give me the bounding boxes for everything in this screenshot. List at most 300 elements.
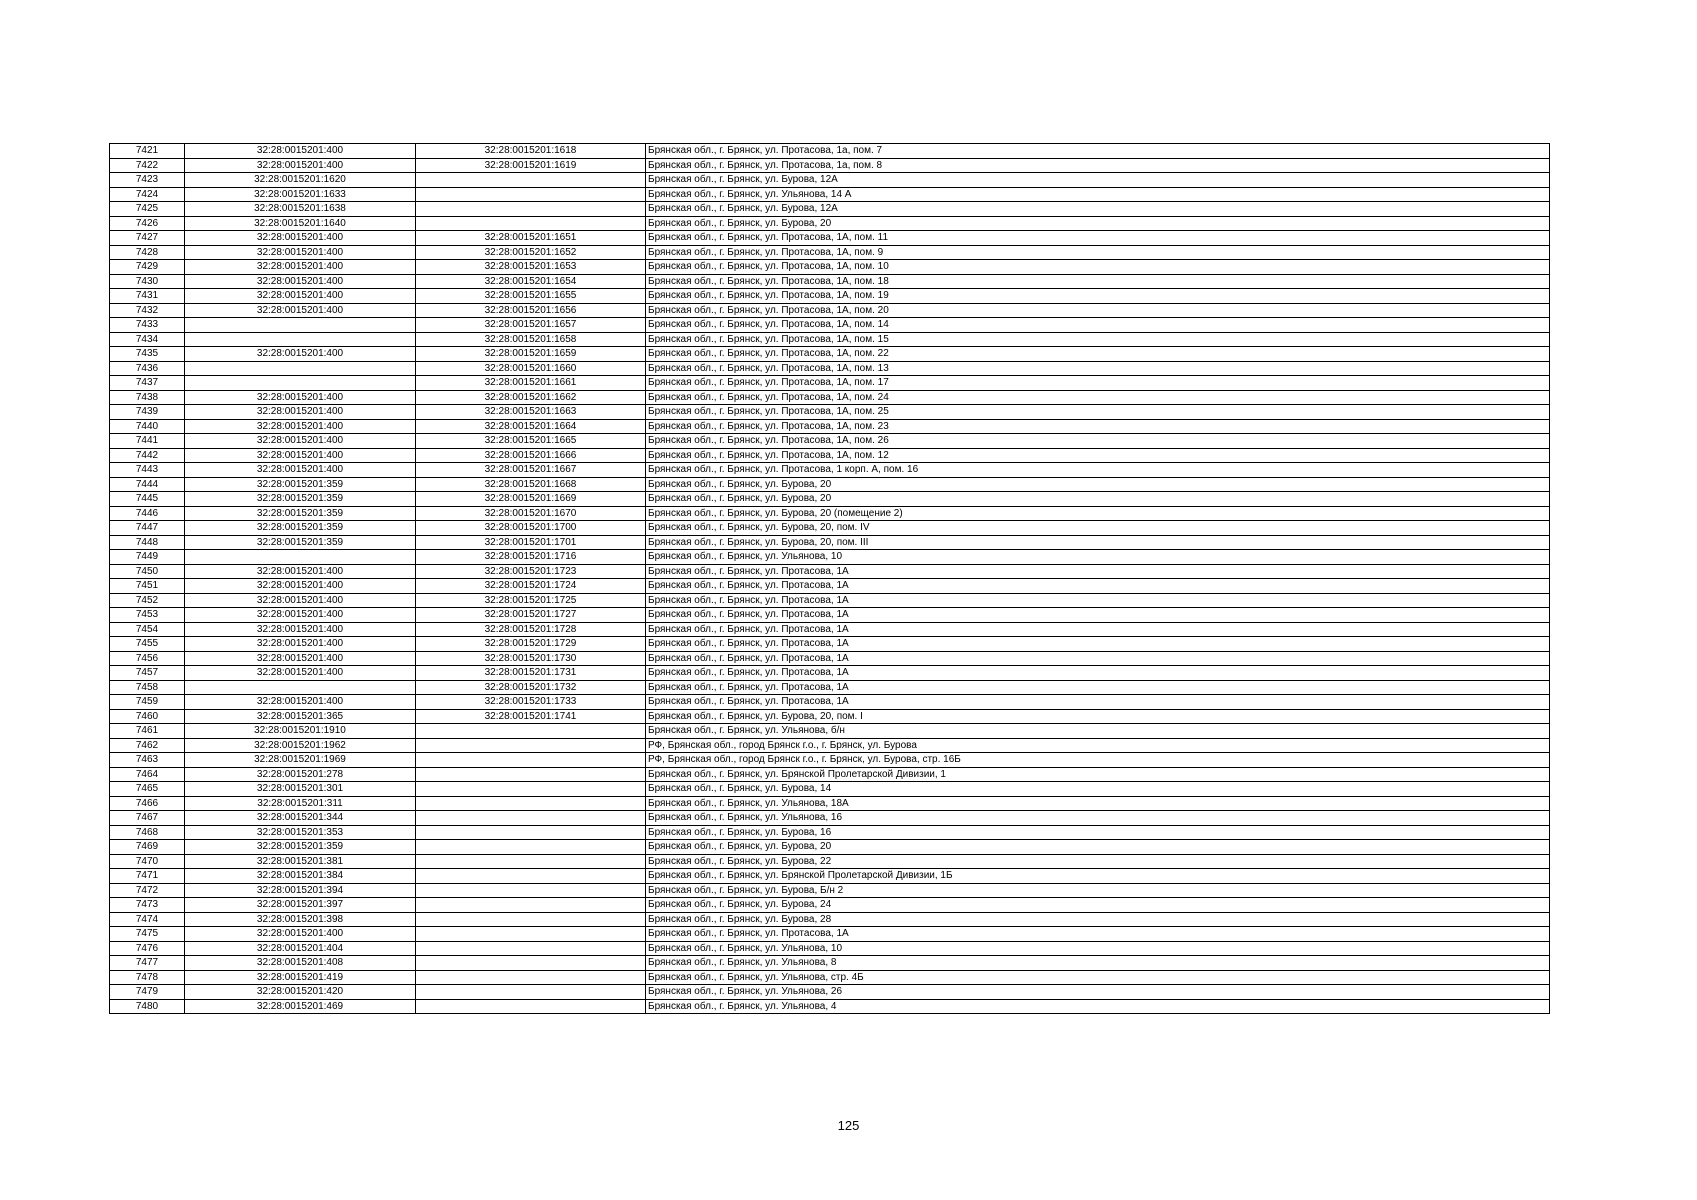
address-cell: Брянская обл., г. Брянск, ул. Бурова, 20, пом. IV: [646, 521, 1550, 536]
table-row: [110, 274, 1550, 289]
building-cadastral-cell: 32:28:0015201:1665: [416, 434, 646, 449]
table-row: [110, 550, 1550, 565]
building-cadastral-cell: 32:28:0015201:1664: [416, 419, 646, 434]
building-cadastral-cell: [416, 173, 646, 188]
building-cadastral-cell: 32:28:0015201:1652: [416, 245, 646, 260]
address-cell: Брянская обл., г. Брянск, ул. Ульянова, 26: [646, 985, 1550, 1000]
table-row: [110, 608, 1550, 623]
address-cell: Брянская обл., г. Брянск, ул. Протасова, 1А, пом. 22: [646, 347, 1550, 362]
building-cadastral-cell: 32:28:0015201:1727: [416, 608, 646, 623]
land-plot-cadastral-cell: 32:28:0015201:400: [185, 448, 416, 463]
row-number-cell: 7422: [110, 158, 185, 173]
address-cell: Брянская обл., г. Брянск, ул. Бурова, 20, пом. III: [646, 535, 1550, 550]
building-cadastral-cell: [416, 187, 646, 202]
land-plot-cadastral-cell: 32:28:0015201:400: [185, 405, 416, 420]
row-number-cell: 7423: [110, 173, 185, 188]
land-plot-cadastral-cell: 32:28:0015201:1910: [185, 724, 416, 739]
row-number-cell: 7448: [110, 535, 185, 550]
building-cadastral-cell: [416, 782, 646, 797]
address-cell: Брянская обл., г. Брянск, ул. Протасова, 1А: [646, 564, 1550, 579]
land-plot-cadastral-cell: 32:28:0015201:400: [185, 289, 416, 304]
land-plot-cadastral-cell: 32:28:0015201:301: [185, 782, 416, 797]
building-cadastral-cell: 32:28:0015201:1668: [416, 477, 646, 492]
table-row: [110, 173, 1550, 188]
table-row: [110, 448, 1550, 463]
land-plot-cadastral-cell: 32:28:0015201:344: [185, 811, 416, 826]
table-row: [110, 521, 1550, 536]
address-cell: Брянская обл., г. Брянск, ул. Протасова, 1А: [646, 593, 1550, 608]
table-row: [110, 695, 1550, 710]
address-cell: Брянская обл., г. Брянск, ул. Протасова, 1А, пом. 12: [646, 448, 1550, 463]
address-cell: Брянская обл., г. Брянск, ул. Бурова, 14: [646, 782, 1550, 797]
table-row: [110, 289, 1550, 304]
building-cadastral-cell: 32:28:0015201:1670: [416, 506, 646, 521]
table-row: [110, 738, 1550, 753]
row-number-cell: 7436: [110, 361, 185, 376]
table-row: [110, 477, 1550, 492]
land-plot-cadastral-cell: 32:28:0015201:404: [185, 941, 416, 956]
table-row: [110, 405, 1550, 420]
building-cadastral-cell: 32:28:0015201:1741: [416, 709, 646, 724]
table-row: [110, 941, 1550, 956]
land-plot-cadastral-cell: 32:28:0015201:278: [185, 767, 416, 782]
address-cell: Брянская обл., г. Брянск, ул. Бурова, 20: [646, 840, 1550, 855]
address-cell: Брянская обл., г. Брянск, ул. Ульянова, 16: [646, 811, 1550, 826]
building-cadastral-cell: [416, 883, 646, 898]
address-cell: Брянская обл., г. Брянск, ул. Бурова, 20, пом. I: [646, 709, 1550, 724]
row-number-cell: 7458: [110, 680, 185, 695]
land-plot-cadastral-cell: 32:28:0015201:419: [185, 970, 416, 985]
address-cell: Брянская обл., г. Брянск, ул. Бурова, 20 (помещение 2): [646, 506, 1550, 521]
address-cell: Брянская обл., г. Брянск, ул. Ульянова, 10: [646, 550, 1550, 565]
building-cadastral-cell: 32:28:0015201:1666: [416, 448, 646, 463]
row-number-cell: 7424: [110, 187, 185, 202]
land-plot-cadastral-cell: 32:28:0015201:400: [185, 579, 416, 594]
row-number-cell: 7445: [110, 492, 185, 507]
building-cadastral-cell: 32:28:0015201:1656: [416, 303, 646, 318]
page-number: 125: [837, 1118, 860, 1133]
table-row: [110, 811, 1550, 826]
address-cell: Брянская обл., г. Брянск, ул. Протасова, 1а, пом. 8: [646, 158, 1550, 173]
land-plot-cadastral-cell: 32:28:0015201:400: [185, 927, 416, 942]
row-number-cell: 7437: [110, 376, 185, 391]
address-cell: Брянская обл., г. Брянск, ул. Протасова, 1 корп. А, пом. 16: [646, 463, 1550, 478]
address-cell: Брянская обл., г. Брянск, ул. Протасова, 1А, пом. 19: [646, 289, 1550, 304]
land-plot-cadastral-cell: 32:28:0015201:353: [185, 825, 416, 840]
address-cell: Брянская обл., г. Брянск, ул. Ульянова, 8: [646, 956, 1550, 971]
address-cell: Брянская обл., г. Брянск, ул. Протасова, 1А, пом. 25: [646, 405, 1550, 420]
address-cell: Брянская обл., г. Брянск, ул. Протасова, 1А: [646, 637, 1550, 652]
row-number-cell: 7478: [110, 970, 185, 985]
table-row: [110, 463, 1550, 478]
table-row: [110, 753, 1550, 768]
address-cell: Брянская обл., г. Брянск, ул. Бурова, 20: [646, 216, 1550, 231]
table-row: [110, 564, 1550, 579]
address-cell: Брянская обл., г. Брянск, ул. Протасова, 1А: [646, 680, 1550, 695]
row-number-cell: 7455: [110, 637, 185, 652]
table-row: [110, 666, 1550, 681]
building-cadastral-cell: 32:28:0015201:1731: [416, 666, 646, 681]
land-plot-cadastral-cell: 32:28:0015201:400: [185, 303, 416, 318]
row-number-cell: 7439: [110, 405, 185, 420]
table-row: [110, 492, 1550, 507]
building-cadastral-cell: [416, 724, 646, 739]
building-cadastral-cell: [416, 811, 646, 826]
building-cadastral-cell: [416, 912, 646, 927]
address-cell: Брянская обл., г. Брянск, ул. Протасова, 1А: [646, 666, 1550, 681]
table-row: [110, 985, 1550, 1000]
address-cell: Брянская обл., г. Брянск, ул. Протасова, 1А, пом. 10: [646, 260, 1550, 275]
building-cadastral-cell: 32:28:0015201:1654: [416, 274, 646, 289]
land-plot-cadastral-cell: 32:28:0015201:359: [185, 521, 416, 536]
land-plot-cadastral-cell: [185, 332, 416, 347]
table-row: [110, 883, 1550, 898]
address-cell: Брянская обл., г. Брянск, ул. Бурова, 12А: [646, 202, 1550, 217]
table-row: [110, 898, 1550, 913]
building-cadastral-cell: [416, 869, 646, 884]
land-plot-cadastral-cell: 32:28:0015201:420: [185, 985, 416, 1000]
row-number-cell: 7468: [110, 825, 185, 840]
row-number-cell: 7429: [110, 260, 185, 275]
land-plot-cadastral-cell: 32:28:0015201:400: [185, 419, 416, 434]
row-number-cell: 7428: [110, 245, 185, 260]
address-cell: Брянская обл., г. Брянск, ул. Протасова, 1А, пом. 17: [646, 376, 1550, 391]
address-cell: Брянская обл., г. Брянск, ул. Ульянова, 18А: [646, 796, 1550, 811]
address-cell: Брянская обл., г. Брянск, ул. Бурова, 28: [646, 912, 1550, 927]
address-cell: Брянская обл., г. Брянск, ул. Протасова, 1А: [646, 608, 1550, 623]
building-cadastral-cell: 32:28:0015201:1660: [416, 361, 646, 376]
land-plot-cadastral-cell: 32:28:0015201:400: [185, 245, 416, 260]
row-number-cell: 7467: [110, 811, 185, 826]
table-row: [110, 651, 1550, 666]
table-row: [110, 593, 1550, 608]
table-row: [110, 506, 1550, 521]
row-number-cell: 7463: [110, 753, 185, 768]
land-plot-cadastral-cell: 32:28:0015201:400: [185, 593, 416, 608]
land-plot-cadastral-cell: 32:28:0015201:400: [185, 608, 416, 623]
building-cadastral-cell: [416, 753, 646, 768]
address-cell: Брянская обл., г. Брянск, ул. Ульянова, стр. 4Б: [646, 970, 1550, 985]
address-cell: Брянская обл., г. Брянск, ул. Протасова, 1А, пом. 26: [646, 434, 1550, 449]
building-cadastral-cell: [416, 985, 646, 1000]
building-cadastral-cell: [416, 956, 646, 971]
row-number-cell: 7435: [110, 347, 185, 362]
row-number-cell: 7472: [110, 883, 185, 898]
row-number-cell: 7440: [110, 419, 185, 434]
land-plot-cadastral-cell: 32:28:0015201:1962: [185, 738, 416, 753]
address-cell: Брянская обл., г. Брянск, ул. Протасова, 1А: [646, 622, 1550, 637]
address-cell: Брянская обл., г. Брянск, ул. Протасова, 1А, пом. 9: [646, 245, 1550, 260]
address-cell: Брянская обл., г. Брянск, ул. Протасова, 1А, пом. 24: [646, 390, 1550, 405]
row-number-cell: 7476: [110, 941, 185, 956]
land-plot-cadastral-cell: 32:28:0015201:400: [185, 231, 416, 246]
table-row: [110, 999, 1550, 1014]
table-row: [110, 869, 1550, 884]
land-plot-cadastral-cell: 32:28:0015201:398: [185, 912, 416, 927]
row-number-cell: 7477: [110, 956, 185, 971]
address-cell: Брянская обл., г. Брянск, ул. Протасова, 1А, пом. 23: [646, 419, 1550, 434]
row-number-cell: 7474: [110, 912, 185, 927]
table-row: [110, 144, 1550, 159]
row-number-cell: 7457: [110, 666, 185, 681]
building-cadastral-cell: [416, 970, 646, 985]
row-number-cell: 7461: [110, 724, 185, 739]
building-cadastral-cell: 32:28:0015201:1662: [416, 390, 646, 405]
land-plot-cadastral-cell: 32:28:0015201:359: [185, 492, 416, 507]
address-cell: Брянская обл., г. Брянск, ул. Бурова, Б/н 2: [646, 883, 1550, 898]
building-cadastral-cell: [416, 927, 646, 942]
row-number-cell: 7426: [110, 216, 185, 231]
address-cell: Брянская обл., г. Брянск, ул. Протасова, 1А: [646, 695, 1550, 710]
table-row: [110, 216, 1550, 231]
land-plot-cadastral-cell: 32:28:0015201:400: [185, 260, 416, 275]
building-cadastral-cell: 32:28:0015201:1728: [416, 622, 646, 637]
building-cadastral-cell: 32:28:0015201:1732: [416, 680, 646, 695]
table-row: [110, 332, 1550, 347]
address-cell: Брянская обл., г. Брянск, ул. Ульянова, б/н: [646, 724, 1550, 739]
building-cadastral-cell: 32:28:0015201:1663: [416, 405, 646, 420]
building-cadastral-cell: [416, 898, 646, 913]
address-cell: Брянская обл., г. Брянск, ул. Бурова, 20: [646, 477, 1550, 492]
row-number-cell: 7446: [110, 506, 185, 521]
row-number-cell: 7450: [110, 564, 185, 579]
row-number-cell: 7434: [110, 332, 185, 347]
land-plot-cadastral-cell: 32:28:0015201:394: [185, 883, 416, 898]
row-number-cell: 7471: [110, 869, 185, 884]
land-plot-cadastral-cell: 32:28:0015201:381: [185, 854, 416, 869]
table-row: [110, 419, 1550, 434]
row-number-cell: 7431: [110, 289, 185, 304]
land-plot-cadastral-cell: 32:28:0015201:1638: [185, 202, 416, 217]
row-number-cell: 7459: [110, 695, 185, 710]
land-plot-cadastral-cell: 32:28:0015201:359: [185, 477, 416, 492]
land-plot-cadastral-cell: 32:28:0015201:400: [185, 666, 416, 681]
table-body: [110, 144, 1550, 1014]
row-number-cell: 7479: [110, 985, 185, 1000]
building-cadastral-cell: 32:28:0015201:1659: [416, 347, 646, 362]
address-cell: Брянская обл., г. Брянск, ул. Бурова, 16: [646, 825, 1550, 840]
table-row: [110, 970, 1550, 985]
address-cell: Брянская обл., г. Брянск, ул. Протасова, 1А, пом. 20: [646, 303, 1550, 318]
building-cadastral-cell: 32:28:0015201:1701: [416, 535, 646, 550]
table-row: [110, 709, 1550, 724]
table-row: [110, 796, 1550, 811]
building-cadastral-cell: [416, 840, 646, 855]
table-row: [110, 187, 1550, 202]
table-row: [110, 202, 1550, 217]
land-plot-cadastral-cell: 32:28:0015201:408: [185, 956, 416, 971]
land-plot-cadastral-cell: 32:28:0015201:469: [185, 999, 416, 1014]
land-plot-cadastral-cell: [185, 318, 416, 333]
row-number-cell: 7460: [110, 709, 185, 724]
table-row: [110, 434, 1550, 449]
row-number-cell: 7480: [110, 999, 185, 1014]
building-cadastral-cell: 32:28:0015201:1724: [416, 579, 646, 594]
building-cadastral-cell: 32:28:0015201:1618: [416, 144, 646, 159]
row-number-cell: 7443: [110, 463, 185, 478]
land-plot-cadastral-cell: [185, 550, 416, 565]
table-row: [110, 535, 1550, 550]
address-cell: Брянская обл., г. Брянск, ул. Протасова, 1А: [646, 651, 1550, 666]
address-cell: Брянская обл., г. Брянск, ул. Протасова, 1А, пом. 14: [646, 318, 1550, 333]
land-plot-cadastral-cell: 32:28:0015201:400: [185, 637, 416, 652]
table-row: [110, 854, 1550, 869]
land-plot-cadastral-cell: 32:28:0015201:1633: [185, 187, 416, 202]
row-number-cell: 7473: [110, 898, 185, 913]
address-cell: Брянская обл., г. Брянск, ул. Бурова, 22: [646, 854, 1550, 869]
row-number-cell: 7438: [110, 390, 185, 405]
building-cadastral-cell: [416, 738, 646, 753]
row-number-cell: 7451: [110, 579, 185, 594]
land-plot-cadastral-cell: 32:28:0015201:400: [185, 695, 416, 710]
building-cadastral-cell: [416, 767, 646, 782]
land-plot-cadastral-cell: [185, 361, 416, 376]
land-plot-cadastral-cell: 32:28:0015201:400: [185, 622, 416, 637]
building-cadastral-cell: 32:28:0015201:1716: [416, 550, 646, 565]
table-row: [110, 927, 1550, 942]
table-row: [110, 260, 1550, 275]
address-cell: Брянская обл., г. Брянск, ул. Бурова, 20: [646, 492, 1550, 507]
row-number-cell: 7453: [110, 608, 185, 623]
land-plot-cadastral-cell: 32:28:0015201:400: [185, 144, 416, 159]
address-cell: Брянская обл., г. Брянск, ул. Протасова, 1А, пом. 13: [646, 361, 1550, 376]
table-row: [110, 361, 1550, 376]
land-plot-cadastral-cell: 32:28:0015201:311: [185, 796, 416, 811]
address-cell: Брянская обл., г. Брянск, ул. Бурова, 24: [646, 898, 1550, 913]
table-row: [110, 318, 1550, 333]
building-cadastral-cell: [416, 999, 646, 1014]
address-cell: Брянская обл., г. Брянск, ул. Ульянова, 4: [646, 999, 1550, 1014]
land-plot-cadastral-cell: 32:28:0015201:400: [185, 390, 416, 405]
table-row: [110, 680, 1550, 695]
row-number-cell: 7421: [110, 144, 185, 159]
land-plot-cadastral-cell: 32:28:0015201:365: [185, 709, 416, 724]
row-number-cell: 7456: [110, 651, 185, 666]
row-number-cell: 7444: [110, 477, 185, 492]
table-row: [110, 376, 1550, 391]
land-plot-cadastral-cell: 32:28:0015201:400: [185, 564, 416, 579]
table-row: [110, 231, 1550, 246]
table-row: [110, 158, 1550, 173]
building-cadastral-cell: 32:28:0015201:1700: [416, 521, 646, 536]
table-row: [110, 390, 1550, 405]
table-row: [110, 912, 1550, 927]
table-row: [110, 579, 1550, 594]
building-cadastral-cell: 32:28:0015201:1667: [416, 463, 646, 478]
row-number-cell: 7433: [110, 318, 185, 333]
row-number-cell: 7465: [110, 782, 185, 797]
land-plot-cadastral-cell: 32:28:0015201:1640: [185, 216, 416, 231]
row-number-cell: 7466: [110, 796, 185, 811]
building-cadastral-cell: 32:28:0015201:1658: [416, 332, 646, 347]
address-cell: Брянская обл., г. Брянск, ул. Протасова, 1А: [646, 927, 1550, 942]
building-cadastral-cell: 32:28:0015201:1730: [416, 651, 646, 666]
land-plot-cadastral-cell: 32:28:0015201:359: [185, 840, 416, 855]
land-plot-cadastral-cell: [185, 376, 416, 391]
building-cadastral-cell: 32:28:0015201:1729: [416, 637, 646, 652]
address-cell: Брянская обл., г. Брянск, ул. Брянской Пролетарской Дивизии, 1: [646, 767, 1550, 782]
building-cadastral-cell: 32:28:0015201:1619: [416, 158, 646, 173]
row-number-cell: 7452: [110, 593, 185, 608]
row-number-cell: 7470: [110, 854, 185, 869]
row-number-cell: 7430: [110, 274, 185, 289]
building-cadastral-cell: [416, 854, 646, 869]
building-cadastral-cell: 32:28:0015201:1669: [416, 492, 646, 507]
table-row: [110, 622, 1550, 637]
row-number-cell: 7427: [110, 231, 185, 246]
table-row: [110, 782, 1550, 797]
land-plot-cadastral-cell: 32:28:0015201:400: [185, 463, 416, 478]
row-number-cell: 7464: [110, 767, 185, 782]
land-plot-cadastral-cell: 32:28:0015201:397: [185, 898, 416, 913]
building-cadastral-cell: 32:28:0015201:1723: [416, 564, 646, 579]
address-cell: Брянская обл., г. Брянск, ул. Протасова, 1А: [646, 579, 1550, 594]
address-cell: РФ, Брянская обл., город Брянск г.о., г. Брянск, ул. Бурова: [646, 738, 1550, 753]
row-number-cell: 7475: [110, 927, 185, 942]
building-cadastral-cell: [416, 941, 646, 956]
table-row: [110, 825, 1550, 840]
building-cadastral-cell: 32:28:0015201:1725: [416, 593, 646, 608]
land-plot-cadastral-cell: 32:28:0015201:400: [185, 651, 416, 666]
building-cadastral-cell: [416, 202, 646, 217]
land-plot-cadastral-cell: 32:28:0015201:359: [185, 506, 416, 521]
building-cadastral-cell: 32:28:0015201:1653: [416, 260, 646, 275]
land-plot-cadastral-cell: 32:28:0015201:1620: [185, 173, 416, 188]
building-cadastral-cell: 32:28:0015201:1657: [416, 318, 646, 333]
land-plot-cadastral-cell: 32:28:0015201:359: [185, 535, 416, 550]
building-cadastral-cell: 32:28:0015201:1651: [416, 231, 646, 246]
building-cadastral-cell: 32:28:0015201:1661: [416, 376, 646, 391]
table-row: [110, 767, 1550, 782]
table-row: [110, 956, 1550, 971]
building-cadastral-cell: 32:28:0015201:1655: [416, 289, 646, 304]
address-cell: Брянская обл., г. Брянск, ул. Ульянова, 14 А: [646, 187, 1550, 202]
land-plot-cadastral-cell: 32:28:0015201:1969: [185, 753, 416, 768]
building-cadastral-cell: [416, 825, 646, 840]
land-plot-cadastral-cell: 32:28:0015201:400: [185, 434, 416, 449]
row-number-cell: 7449: [110, 550, 185, 565]
row-number-cell: 7441: [110, 434, 185, 449]
row-number-cell: 7425: [110, 202, 185, 217]
row-number-cell: 7447: [110, 521, 185, 536]
land-plot-cadastral-cell: 32:28:0015201:400: [185, 347, 416, 362]
address-cell: Брянская обл., г. Брянск, ул. Брянской Пролетарской Дивизии, 1Б: [646, 869, 1550, 884]
address-cell: РФ, Брянская обл., город Брянск г.о., г. Брянск, ул. Бурова, стр. 16Б: [646, 753, 1550, 768]
land-plot-cadastral-cell: [185, 680, 416, 695]
address-cell: Брянская обл., г. Брянск, ул. Протасова, 1а, пом. 7: [646, 144, 1550, 159]
table-row: [110, 840, 1550, 855]
row-number-cell: 7432: [110, 303, 185, 318]
address-cell: Брянская обл., г. Брянск, ул. Протасова, 1А, пом. 18: [646, 274, 1550, 289]
address-cell: Брянская обл., г. Брянск, ул. Протасова, 1А, пом. 11: [646, 231, 1550, 246]
address-cell: Брянская обл., г. Брянск, ул. Протасова, 1А, пом. 15: [646, 332, 1550, 347]
land-plot-cadastral-cell: 32:28:0015201:384: [185, 869, 416, 884]
cadastral-table: [109, 143, 1550, 1014]
table-row: [110, 724, 1550, 739]
building-cadastral-cell: [416, 796, 646, 811]
table-row: [110, 245, 1550, 260]
building-cadastral-cell: [416, 216, 646, 231]
table-row: [110, 303, 1550, 318]
row-number-cell: 7469: [110, 840, 185, 855]
land-plot-cadastral-cell: 32:28:0015201:400: [185, 158, 416, 173]
row-number-cell: 7454: [110, 622, 185, 637]
address-cell: Брянская обл., г. Брянск, ул. Бурова, 12А: [646, 173, 1550, 188]
table-row: [110, 347, 1550, 362]
table-row: [110, 637, 1550, 652]
land-plot-cadastral-cell: 32:28:0015201:400: [185, 274, 416, 289]
building-cadastral-cell: 32:28:0015201:1733: [416, 695, 646, 710]
